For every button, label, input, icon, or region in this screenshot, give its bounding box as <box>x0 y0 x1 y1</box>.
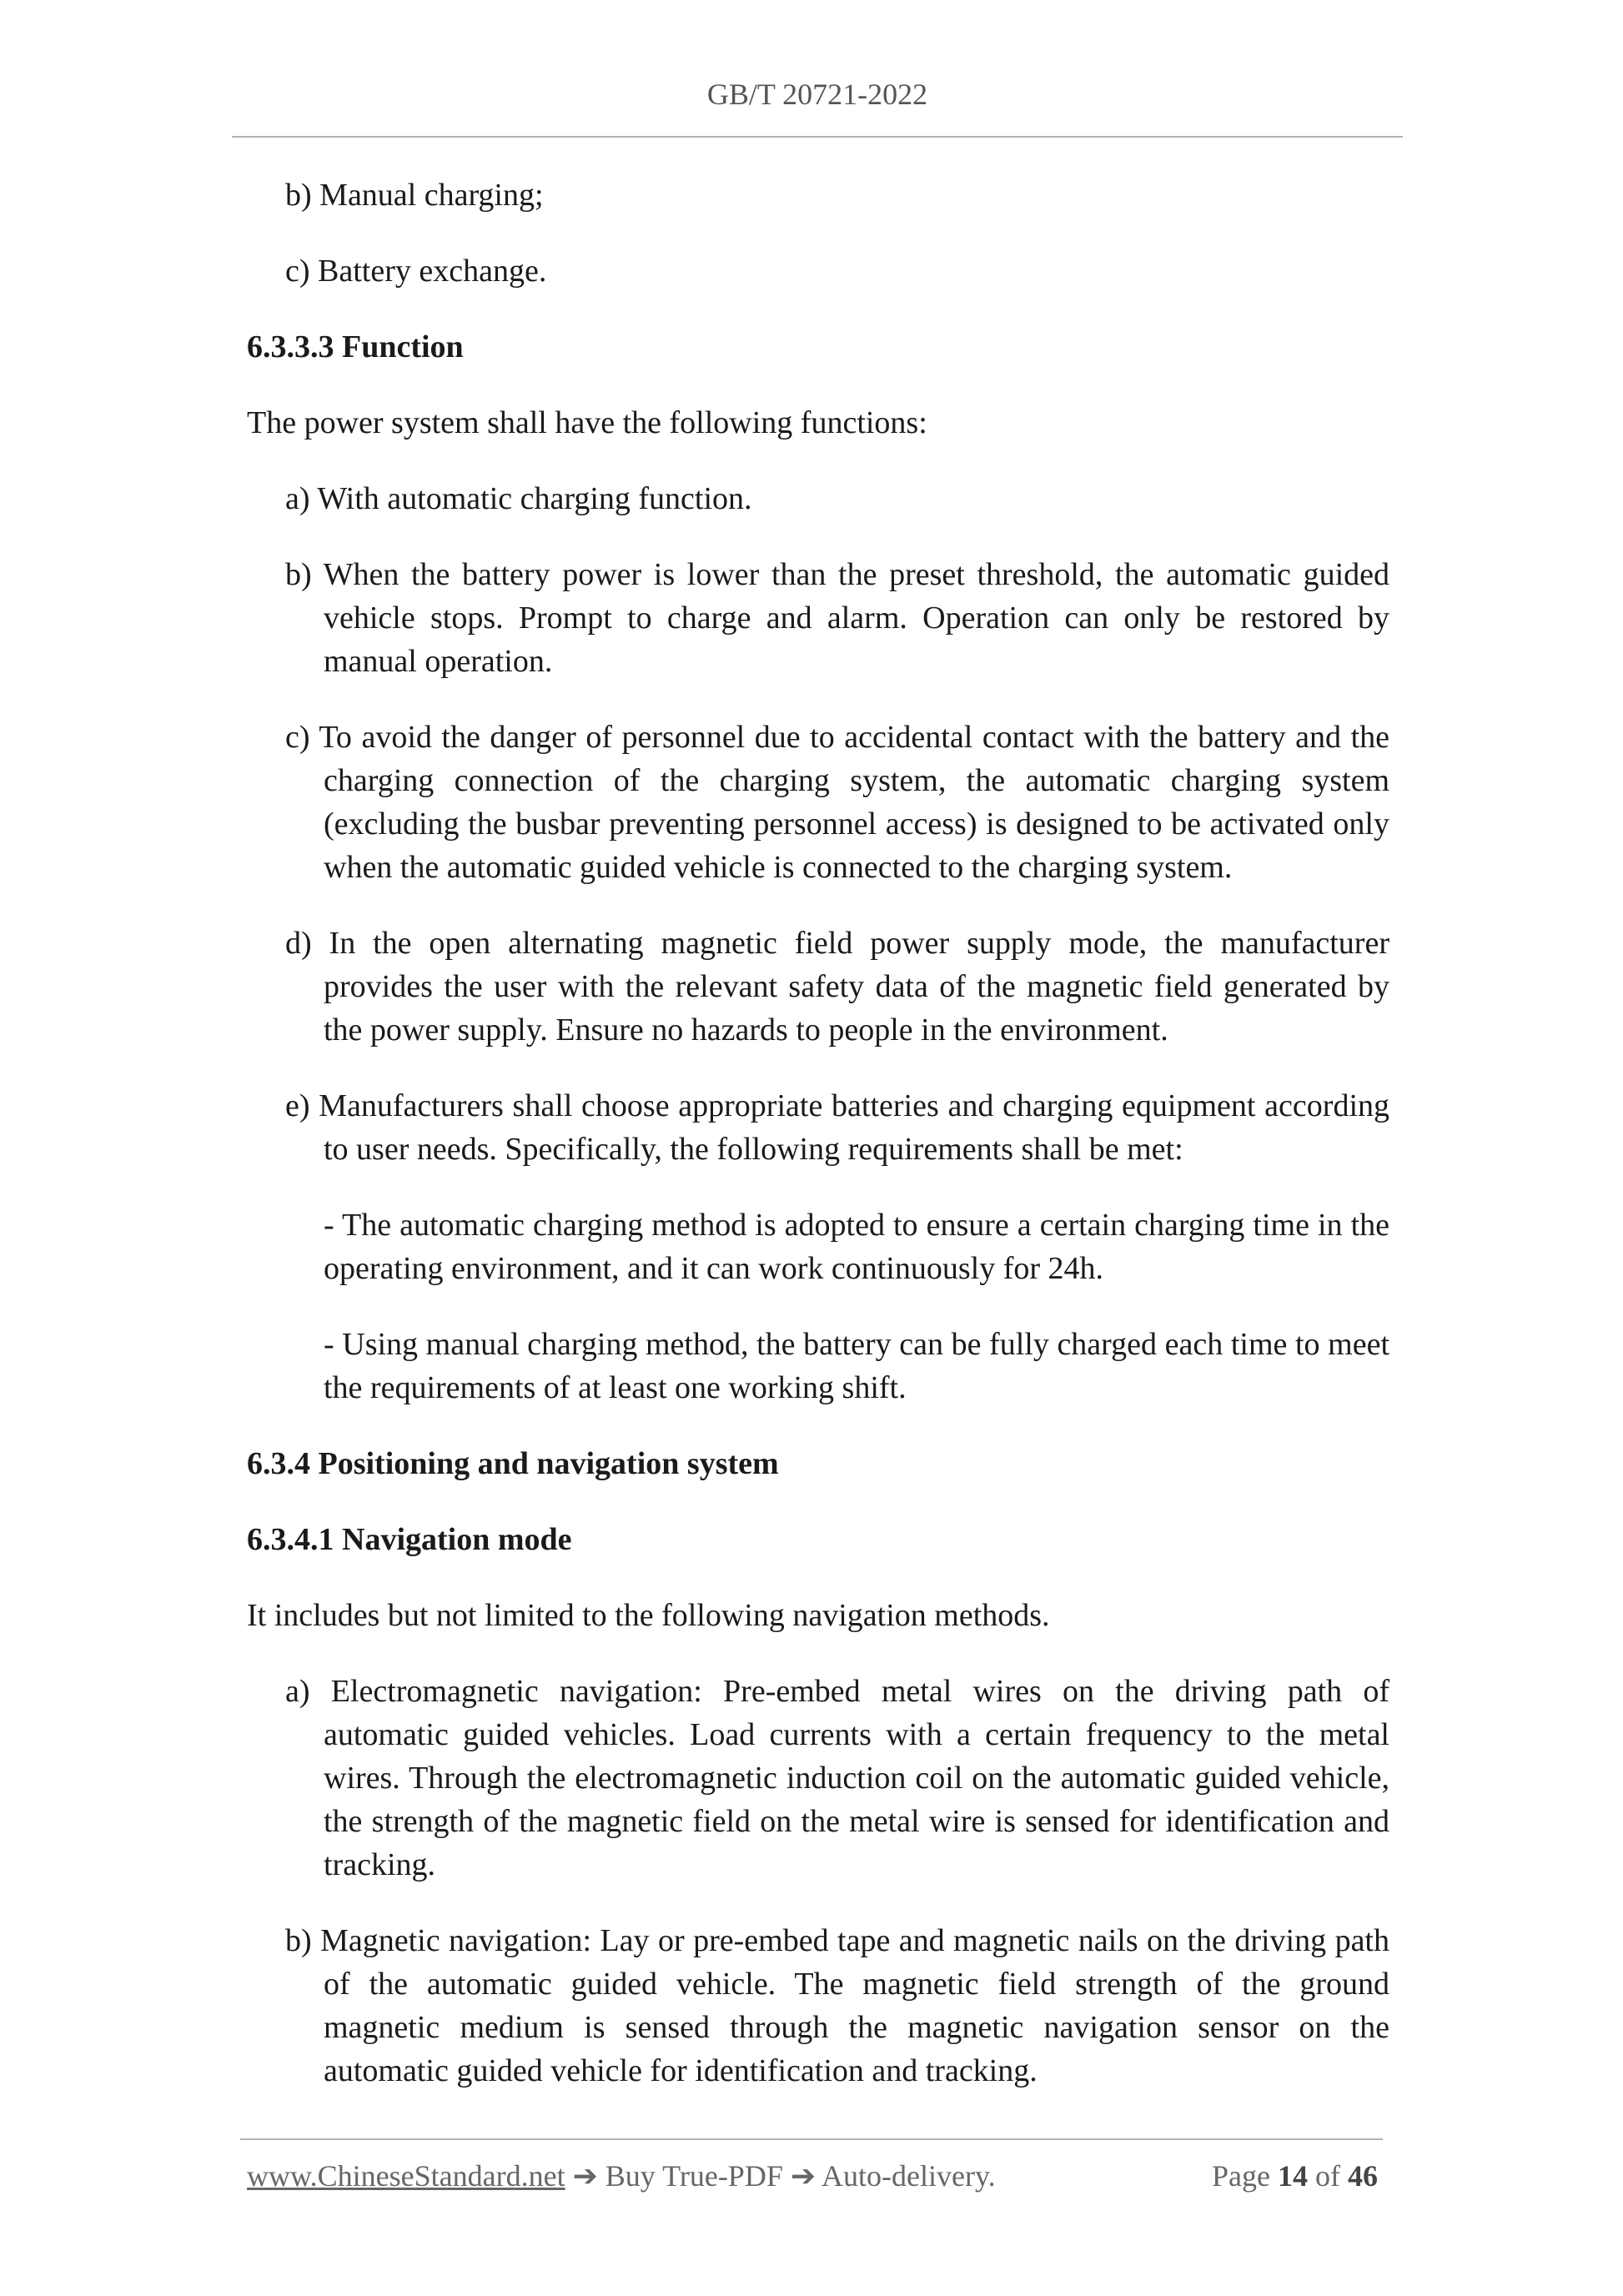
list-item: b) When the battery power is lower than the preset threshold, the automatic guided vehicle stops. Prompt to charge and alarm. Operation can only be restored by manual operation. <box>285 557 1389 679</box>
sub-list-item: - The automatic charging method is adopted to ensure a certain charging time in the operating environment, and it can work continuously for 24h. <box>324 1208 1389 1286</box>
current-page: 14 <box>1278 2159 1308 2193</box>
section-heading: 6.3.4 Positioning and navigation system <box>247 1446 779 1481</box>
paragraph: The power system shall have the following functions: <box>247 405 927 440</box>
header-divider <box>232 136 1403 138</box>
list-item: e) Manufacturers shall choose appropriate batteries and charging equipment according to user needs. Specifically, the following requirements shall be met: <box>285 1088 1389 1167</box>
section-heading: 6.3.3.3 Function <box>247 329 464 364</box>
footer-divider <box>240 2138 1383 2140</box>
section-heading: 6.3.4.1 Navigation mode <box>247 1522 572 1557</box>
list-item: d) In the open alternating magnetic field power supply mode, the manufacturer provides the user with the relevant safety data of the magnetic field generated by the power supply. Ensure no hazards to people in the environment. <box>285 926 1389 1048</box>
auto-delivery-text: Auto-delivery. <box>822 2159 996 2193</box>
document-header: GB/T 20721-2022 <box>706 78 928 111</box>
sub-list-item: - Using manual charging method, the battery can be fully charged each time to meet the requirements of at least one working shift. <box>324 1327 1389 1405</box>
list-item: a) With automatic charging function. <box>285 481 752 516</box>
buy-pdf-text: Buy True-PDF <box>605 2159 783 2193</box>
page-label: Page <box>1212 2159 1270 2193</box>
list-item: a) Electromagnetic navigation: Pre-embed metal wires on the driving path of automatic guided vehicles. Load currents with a certain frequency to the metal wires. Through the electromagnetic induction coil on the automatic guided vehicle, the strength of the magnetic field on the metal wire is sensed for identification and tracking. <box>285 1674 1389 1882</box>
total-pages: 46 <box>1348 2159 1378 2193</box>
list-item: c) To avoid the danger of personnel due to accidental contact with the battery and the charging connection of the charging system, the automatic charging system (excluding the busbar preventing personnel access) is designed to be activated only when the automatic guided vehicle is connected to the charging system. <box>285 720 1389 885</box>
page-body <box>247 173 1389 2125</box>
page-number <box>1212 2158 1378 2193</box>
list-item: c) Battery exchange. <box>285 254 547 289</box>
arrow-right-icon: ➔ <box>572 2159 598 2193</box>
list-item: b) Magnetic navigation: Lay or pre-embed tape and magnetic nails on the driving path of the automatic guided vehicle. The magnetic field strength of the ground magnetic medium is sensed through the magnetic navigation sensor on the automatic guided vehicle for identification and tracking. <box>285 1923 1389 2088</box>
footer-promo <box>247 2158 996 2193</box>
website-link[interactable]: www.ChineseStandard.net <box>247 2159 565 2193</box>
list-item: b) Manual charging; <box>285 178 544 213</box>
of-label: of <box>1315 2159 1340 2193</box>
paragraph: It includes but not limited to the following navigation methods. <box>247 1598 1050 1633</box>
arrow-right-icon: ➔ <box>790 2159 817 2193</box>
